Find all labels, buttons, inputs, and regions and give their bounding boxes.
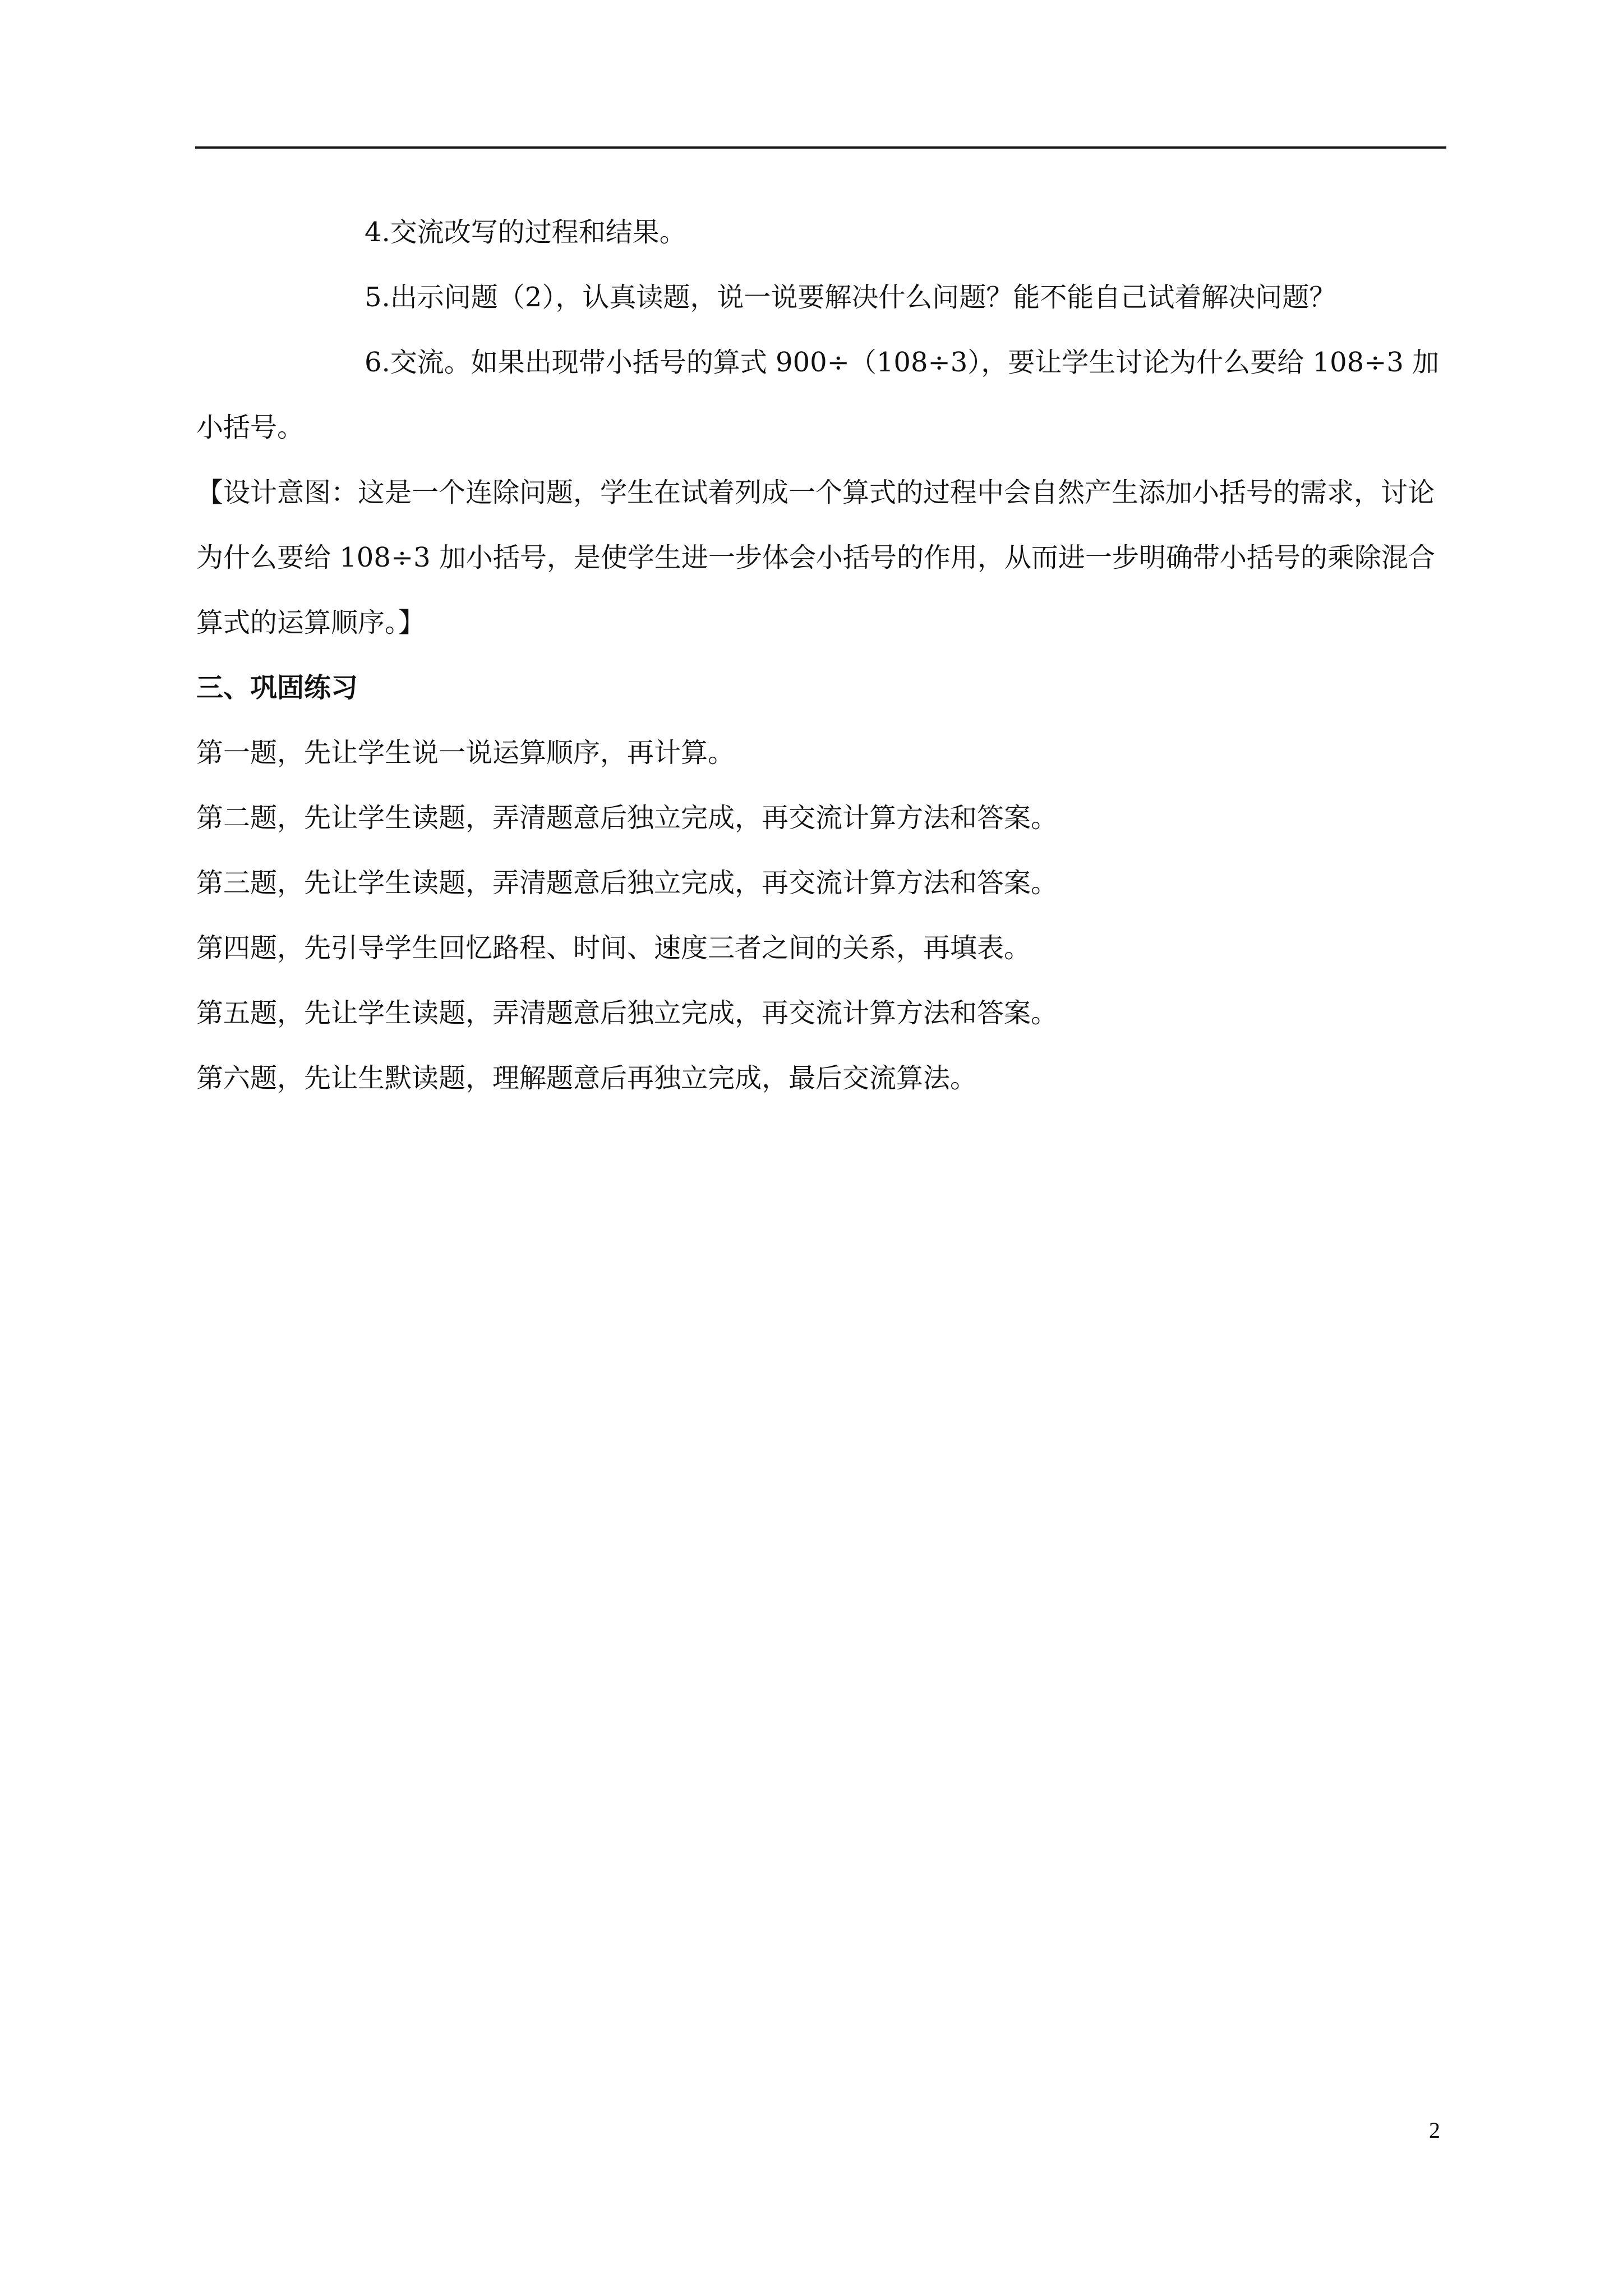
page-body <box>196 200 1448 1111</box>
step-5: 5.出示问题（2），认真读题，说一说要解决什么问题？能不能自己试着解决问题？ <box>365 282 1336 313</box>
section-heading: 三、巩固练习 <box>196 672 358 703</box>
design-intent-note: 【设计意图：这是一个连除问题，学生在试着列成一个算式的过程中会自然产生添加小括号的需求，讨论为什么要给 108÷3 加小括号，是使学生进一步体会小括号的作用，从而进一步明确带小括号的乘除混合算式的运算顺序。】 <box>196 477 1435 638</box>
exercise-5: 第五题，先让学生读题，弄清题意后独立完成，再交流计算方法和答案。 <box>196 997 1058 1029</box>
header-rule <box>195 146 1446 149</box>
step-4: 4.交流改写的过程和结果。 <box>365 217 686 248</box>
exercise-2: 第二题，先让学生读题，弄清题意后独立完成，再交流计算方法和答案。 <box>196 802 1058 834</box>
exercise-3: 第三题，先让学生读题，弄清题意后独立完成，再交流计算方法和答案。 <box>196 867 1058 899</box>
exercise-1: 第一题，先让学生说一说运算顺序，再计算。 <box>196 737 735 769</box>
page-number: 2 <box>1429 2118 1440 2143</box>
exercise-6: 第六题，先让生默读题，理解题意后再独立完成，最后交流算法。 <box>196 1062 978 1094</box>
step-6: 6.交流。如果出现带小括号的算式 900÷（108÷3），要让学生讨论为什么要给 108÷3 加小括号。 <box>196 347 1440 443</box>
exercise-4: 第四题，先引导学生回忆路程、时间、速度三者之间的关系，再填表。 <box>196 932 1031 964</box>
